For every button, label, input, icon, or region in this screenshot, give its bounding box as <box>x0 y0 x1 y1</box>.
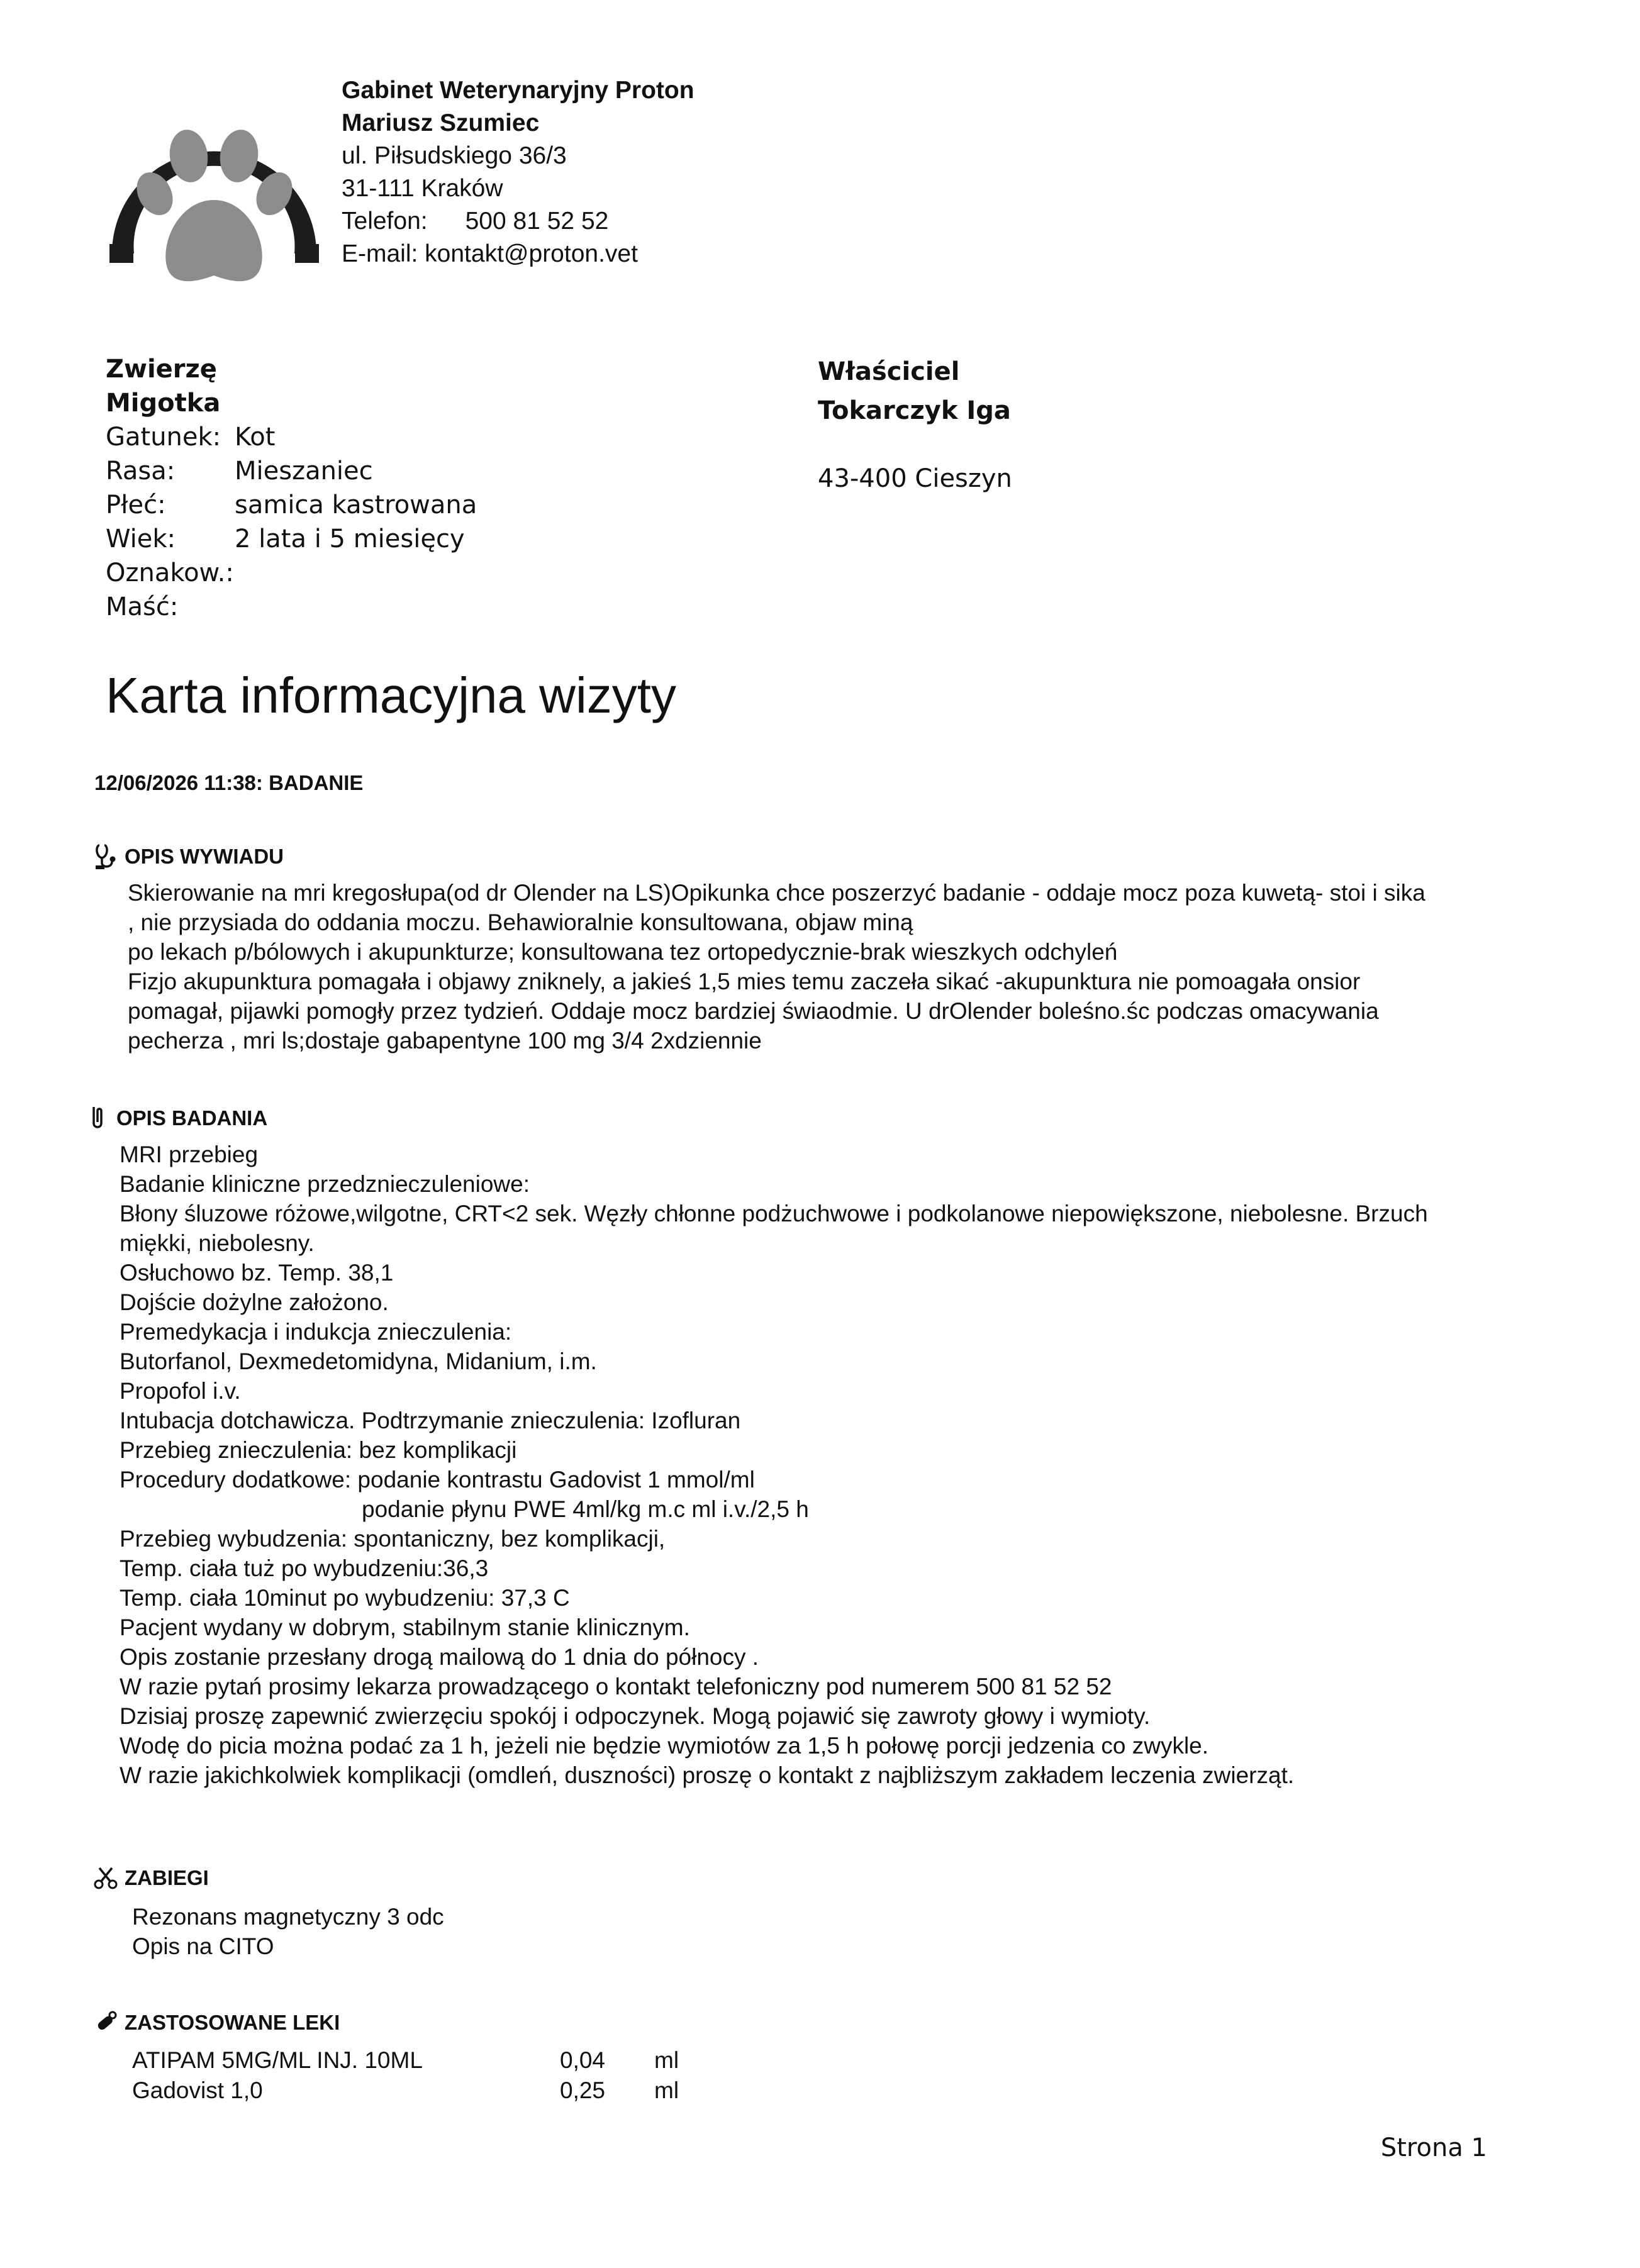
clinic-phone <box>342 205 694 238</box>
section-title: OPIS WYWIADU <box>93 843 1425 870</box>
pill-icon <box>93 2009 118 2037</box>
clinic-phone-value: 500 81 52 52 <box>465 208 609 235</box>
paw-logo-icon <box>106 106 323 294</box>
visit-header: 12/06/2026 11:38: BADANIE <box>94 771 364 794</box>
animal-field: Rasa: Mieszaniec <box>106 457 373 486</box>
drugs-list <box>132 2045 679 2106</box>
scissors-icon <box>93 1864 118 1892</box>
exam-text: MRI przebieg Badanie kliniczne przedznieczuleniowe: Błony śluzowe różowe,wilgotne, CRT<2 sek. Węzły chłonne podżuchwowe i podkolanowe niepowiększone, niebolesne. Brzuch miękki, niebolesny. Osłuchowo bz. Temp. 38,1 Dojście dożylne założono. Premedykacja i indukcja znieczulenia: Butorfanol, Dexmedetomidyna, Midanium, i.m. Propofol i.v. Intubacja dotchawicza. Podtrzymanie znieczulenia: Izofluran Przebieg znieczulenia: bez komplikacji Procedury dodatkowe: podanie kontrastu Gadovist 1 mmol/ml podanie płynu PWE 4ml/kg m.c ml i.v./2,5 h Przebieg wybudzenia: spontaniczny, bez komplikacji, Temp. ciała tuż po wybudzeniu:36,3 Temp. ciała 10minut po wybudzeniu: 37,3 C Pacjent wydany w dobrym, stabilnym stanie klinicznym. Opis zostanie przesłany drogą mailową do 1 dnia do północy . W razie pytań prosimy lekarza prowadzącego o kontakt telefoniczny pod numerem 500 81 52 52 Dzisiaj proszę zapewnić zwierzęciu spokój i odpoczynek. Mogą pojawić się zawroty głowy i wymioty. Wodę do picia można podać za 1 h, jeżeli nie będzie wymiotów za 1,5 h połowę porcji jedzenia co zwykle. W razie jakichkolwiek komplikacji (omdleń, duszności) proszę o kontakt z najbliższym zakładem leczenia zwierząt. <box>120 1142 1428 1788</box>
clinic-city: 31-111 Kraków <box>342 175 503 202</box>
procedures-text: Rezonans magnetyczny 3 odc Opis na CITO <box>132 1904 444 1959</box>
animal-field: Gatunek: Kot <box>106 423 276 452</box>
owner-address: 43-400 Cieszyn <box>818 464 1012 493</box>
section-exam <box>85 1104 1428 1790</box>
section-procedures <box>93 1864 444 1961</box>
owner-info <box>818 352 1012 498</box>
clinic-doctor: Mariusz Szumiec <box>342 109 540 136</box>
section-drugs <box>93 2009 679 2106</box>
drug-row: ATIPAM 5MG/ML INJ. 10ML 0,04 ml <box>132 2047 679 2073</box>
page-number: Strona 1 <box>1380 2133 1487 2162</box>
animal-info <box>106 352 477 624</box>
clinic-phone-label: Telefon: <box>342 208 428 235</box>
clinic-email: E-mail: kontakt@proton.vet <box>342 240 638 267</box>
owner-name: Tokarczyk Iga <box>818 396 1011 425</box>
clip-icon <box>85 1104 110 1132</box>
owner-heading: Właściciel <box>818 357 960 386</box>
animal-field: Płeć: samica kastrowana <box>106 491 477 520</box>
section-history <box>93 843 1425 1055</box>
animal-field: Wiek: 2 lata i 5 miesięcy <box>106 525 465 553</box>
stethoscope-icon <box>93 843 118 870</box>
animal-field: Maść: <box>106 592 179 621</box>
section-title: ZABIEGI <box>93 1864 444 1892</box>
document-title: Karta informacyjna wizyty <box>106 667 676 723</box>
clinic-name: Gabinet Weterynaryjny Proton <box>342 77 694 104</box>
section-title: ZASTOSOWANE LEKI <box>93 2009 679 2037</box>
history-text: Skierowanie na mri kregosłupa(od dr Olender na LS)Opikunka chce poszerzyć badanie - oddaje mocz poza kuwetą- stoi i sika , nie przysiada do oddania moczu. Behawioralnie konsultowana, objaw miną po lekach p/bólowych i akupunkturze; konsultowana tez ortopedycznie-brak wieszkych odchyleń Fizjo akupunktura pomagała i objawy zniknely, a jakieś 1,5 mies temu zaczeła sikać -akupunktura nie pomoagała onsior pomagał, pijawki pomogły przez tydzień. Oddaje mocz bardziej świaodmie. U drOlender boleśno.śc podczas omacywania pecherza , mri ls;dostaje gabapentyne 100 mg 3/4 2xdziennie <box>128 880 1425 1053</box>
clinic-info <box>342 74 694 270</box>
animal-field: Oznakow.: <box>106 559 234 587</box>
section-title: OPIS BADANIA <box>85 1104 1428 1132</box>
animal-name: Migotka <box>106 389 221 418</box>
animal-heading: Zwierzę <box>106 355 217 384</box>
drug-row: Gadovist 1,0 0,25 ml <box>132 2077 679 2103</box>
clinic-street: ul. Piłsudskiego 36/3 <box>342 142 567 169</box>
